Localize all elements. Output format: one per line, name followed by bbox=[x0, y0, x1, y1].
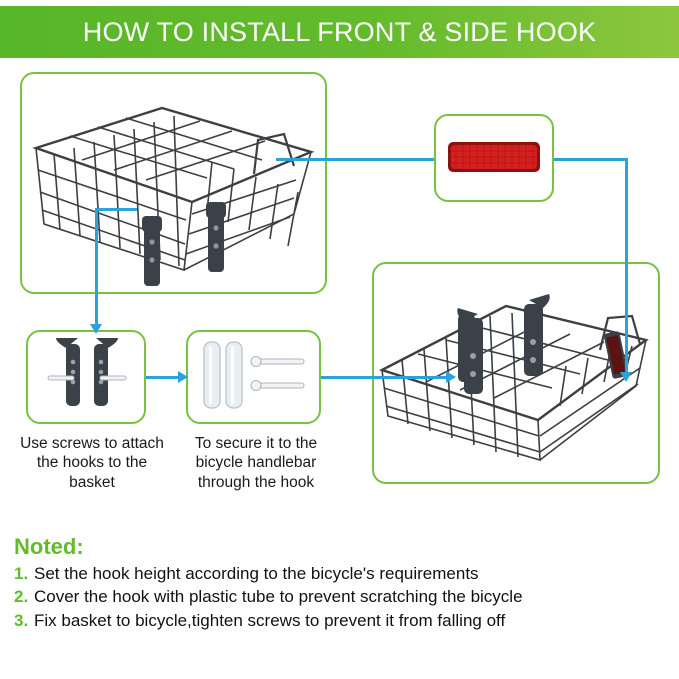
reflector-panel bbox=[434, 114, 554, 202]
mounted-hook-left bbox=[142, 216, 162, 286]
note-text: Cover the hook with plastic tube to prevent scratching the bicycle bbox=[34, 587, 523, 607]
front-basket-panel bbox=[20, 72, 327, 294]
hook-right bbox=[94, 338, 118, 406]
side-hook-right-visible bbox=[524, 294, 550, 376]
connector-tubes-to-side-basket bbox=[321, 376, 449, 379]
mounted-hook-right bbox=[206, 202, 226, 272]
side-basket-panel bbox=[372, 262, 660, 484]
note-item bbox=[14, 564, 669, 584]
page-title: HOW TO INSTALL FRONT & SIDE HOOK bbox=[82, 16, 597, 47]
tubes-caption: To secure it to the bicycle handlebar through the hook bbox=[194, 435, 318, 491]
hooks-panel bbox=[26, 330, 146, 424]
note-item bbox=[14, 587, 669, 607]
arrow-into-tubes-panel bbox=[178, 371, 188, 383]
note-number: 3. bbox=[14, 610, 29, 630]
arrow-into-side-basket-left bbox=[446, 371, 456, 383]
arrow-into-hooks-panel bbox=[90, 324, 102, 334]
connector-front-basket-to-hooks bbox=[95, 208, 98, 328]
plastic-tube-right bbox=[226, 342, 242, 408]
tubes-panel bbox=[186, 330, 321, 424]
arrow-into-side-basket-top bbox=[620, 372, 632, 382]
screws-pair bbox=[48, 376, 126, 380]
hook-left bbox=[56, 338, 80, 406]
connector-right-vertical bbox=[625, 158, 628, 376]
notes-title: Noted: bbox=[14, 534, 84, 559]
front-basket-illustration bbox=[22, 74, 325, 292]
connector-front-basket-to-reflector bbox=[276, 158, 434, 161]
red-reflector-illustration bbox=[436, 116, 552, 200]
note-text: Fix basket to bicycle,tighten screws to prevent it from falling off bbox=[34, 610, 506, 630]
screw-bottom bbox=[251, 381, 304, 391]
note-text: Set the hook height according to the bicycle's requirements bbox=[34, 564, 479, 583]
plastic-tube-and-screws-illustration bbox=[188, 332, 319, 422]
note-number: 2. bbox=[14, 587, 29, 607]
hooks-caption: Use screws to attach the hooks to the basket bbox=[20, 435, 164, 491]
header-banner bbox=[0, 6, 679, 58]
hooks-illustration bbox=[28, 332, 144, 422]
note-item bbox=[14, 611, 669, 631]
connector-hooks-to-tubes bbox=[146, 376, 180, 379]
connector-reflector-to-right bbox=[554, 158, 628, 161]
connector-front-basket-stub bbox=[95, 208, 137, 211]
plastic-tube-left bbox=[204, 342, 220, 408]
note-number: 1. bbox=[14, 564, 29, 583]
screw-top bbox=[251, 357, 304, 367]
side-basket-illustration bbox=[374, 264, 658, 482]
notes-section bbox=[14, 534, 669, 634]
